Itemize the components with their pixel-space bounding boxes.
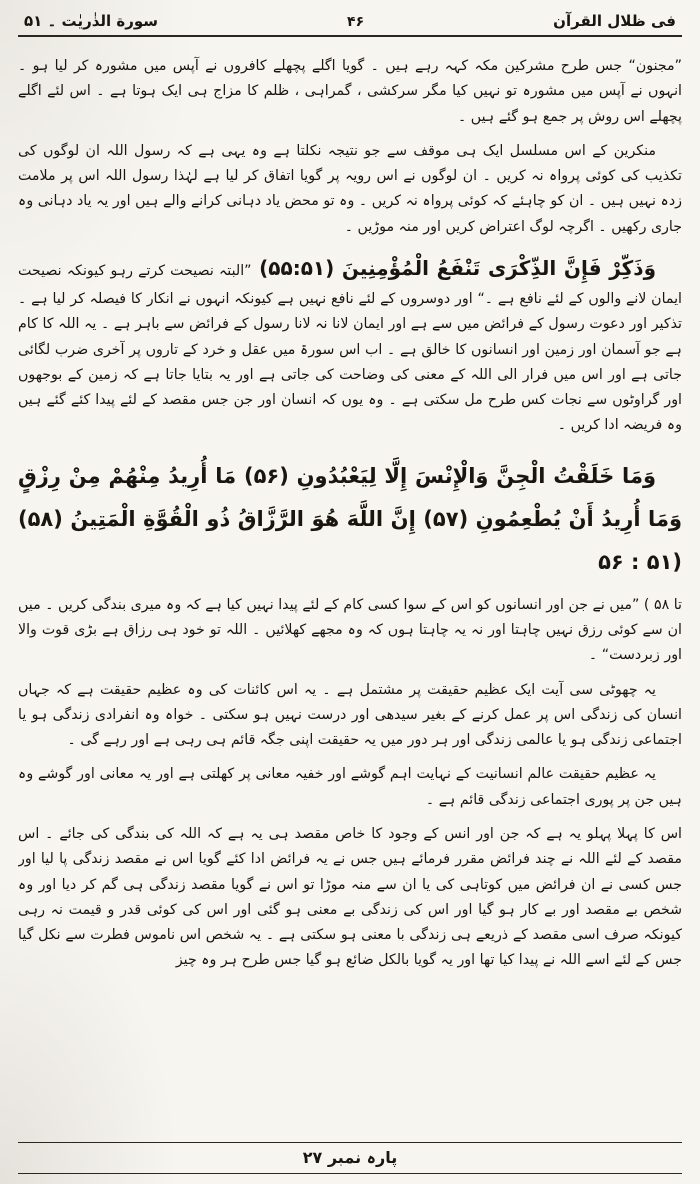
- page-header: [18, 12, 682, 35]
- footer-divider-bottom: [18, 1173, 682, 1174]
- paragraph-with-verse: [18, 249, 682, 439]
- verse-51-55-translation: ”البتہ نصیحت کرتے رہو کیونکہ نصیحت ایمان لانے والوں کے لئے نافع ہے ۔“ اور دوسروں کے لئے نافع نہیں ہے کیونکہ انہوں نے انکار کا فیصلہ کر لیا ہے ۔ تذکیر اور دعوت رسول کے فرائض میں سے ہے اور ایمان لانا نہ لانا رسول کے فرائض سے باہر ہے ۔ یہ اللہ کا کام ہے جو آسمان اور زمین اور انسانوں کا خالق ہے ۔ اب اس سورۃ میں عقل و خرد کے تاروں پر آخری ضرب لگائی جاتی ہے اور اس میں فرار الی اللہ کے معنی کی وضاحت کی جاتی ہے اور یہ بتایا جاتا ہے کہ زمین کے بوجھوں اور گراوٹوں سے نجات کس طرح مل سکتی ہے ۔ وہ یوں کہ انسان اور جن جس مقصد کے لئے پیدا کئے گئے ہیں وہ فریضہ ادا کریں ۔: [18, 262, 682, 434]
- quran-verse-51-55: وَذَكِّرْ فَإِنَّ الذِّكْرَى تَنْفَعُ الْمُؤْمِنِينَ (۵۵:۵۱): [251, 255, 656, 280]
- quran-verse-51-56-58: وَمَا خَلَقْتُ الْجِنَّ وَالْإِنْسَ إِلَّا لِيَعْبُدُونِ (۵۶) مَا أُرِيدُ مِنْهُمْ مِنْ رِزْقٍ وَمَا أُرِيدُ أَنْ يُطْعِمُونِ (۵۷) إِنَّ اللَّهَ هُوَ الرَّزَّاقُ ذُو الْقُوَّةِ الْمَتِينُ (۵۸) (۵۱ : ۵۶: [18, 463, 682, 574]
- paragraph-5: اس کا پہلا پہلو یہ ہے کہ جن اور انس کے وجود کا خاص مقصد ہی یہ ہے کہ اللہ کی بندگی کی جائے ۔ اس مقصد کے لئے اللہ نے چند فرائض مقرر فرمائے ہیں جس نے یہ فرائض ادا کئے گویا اس نے مقصد زندگی پا لیا اور جس کسی نے ان فرائض میں کوتاہی کی یا ان سے منہ موڑا تو اس نے گویا مقصد زندگی ہی گم کر دیا اور وہ شخص بے مقصد اور بے کار ہو گیا اور اس کی زندگی بے معنی ہو گئی اور اس کی کوئی قدر و قیمت نہ رہی کیونکہ صرف اسی مقصد کے ذریعے ہی زندگی با معنی ہو سکتی ہے ۔ یہ شخص اس ناموس فطرت سے نکل گیا جس کے لئے اسے اللہ نے پیدا کیا تھا اور یہ گویا بالکل ضائع ہو گیا جس طرح ہر وہ چیز: [18, 826, 682, 969]
- page-footer: [18, 1136, 682, 1174]
- page-body: [18, 45, 682, 1136]
- header-divider: [18, 35, 682, 37]
- paragraph-3: یہ چھوٹی سی آیت ایک عظیم حقیقت پر مشتمل ہے ۔ یہ اس کائنات کی وہ عظیم حقیقت ہے کہ جہاں انسان کی زندگی اس پر عمل کرنے کے بغیر سیدھی اور درست نہیں ہو سکتی ۔ خواہ وہ انفرادی زندگی ہو یا اجتماعی زندگی ہو یا عالمی زندگی اور ہر دور میں یہ حقیقت اپنی جگہ قائم ہی رہی ہے اور رہے گی ۔: [18, 681, 682, 749]
- paragraph-4: یہ عظیم حقیقت عالم انسانیت کے نہایت اہم گوشے اور خفیہ معانی پر کھلتی ہے اور یہ معانی اور گوشے وہ ہیں جن پر پوری اجتماعی زندگی قائم ہے ۔: [18, 766, 682, 808]
- paragraph-1: ”مجنون“ جس طرح مشرکین مکہ کہہ رہے ہیں ۔ گویا اگلے پچھلے کافروں نے آپس میں مشورہ کر لیا ہو ۔ انہوں نے آپس میں مشورہ تو نہیں کیا مگر سرکشی ، گمراہی ، ظلم کا مزاج ہی ایک ہوتا ہے ۔ اس لئے اگلے پچھلے اس روش پر جمع ہو گئے ہیں ۔: [18, 58, 682, 125]
- page-number: ۴۶: [347, 14, 365, 30]
- surah-title: سورة الذٰریٰت ۔ ۵۱: [24, 12, 159, 30]
- para-number: پارہ نمبر ۲۷: [302, 1148, 398, 1167]
- book-title: فی ظلال القرآن: [553, 12, 676, 30]
- verse-51-56-58-translation: تا ۵۸ ) ”میں نے جن اور انسانوں کو اس کے سوا کسی کام کے لئے پیدا نہیں کیا ہے کہ وہ میری بندگی کریں ۔ میں ان سے کوئی رزق نہیں چاہتا اور نہ یہ چاہتا ہوں کہ وہ مجھے کھلائیں ۔ اللہ تو خود ہی رزاق ہے بڑی قوت والا اور زبردست“ ۔: [18, 596, 682, 664]
- paragraph-2: منکرین کے اس مسلسل ایک ہی موقف سے جو نتیجہ نکلتا ہے وہ یہی ہے کہ رسول اللہ ان لوگوں کی تکذیب کی کوئی پرواہ نہ کریں ۔ ان لوگوں نے اس رویہ پر گویا اتفاق کر لیا ہے لہٰذا رسول اللہ اس پر ملامت زدہ نہیں ہیں ۔ ان کو چاہئے کہ کوئی پرواہ نہ کریں ۔ وہ تو محض یاد دہانی کرانے والے ہیں اور یہ یاد دہانی وہ جاری رکھیں ۔ اگرچہ لوگ اعتراض کریں اور منہ موڑیں ۔: [18, 142, 682, 235]
